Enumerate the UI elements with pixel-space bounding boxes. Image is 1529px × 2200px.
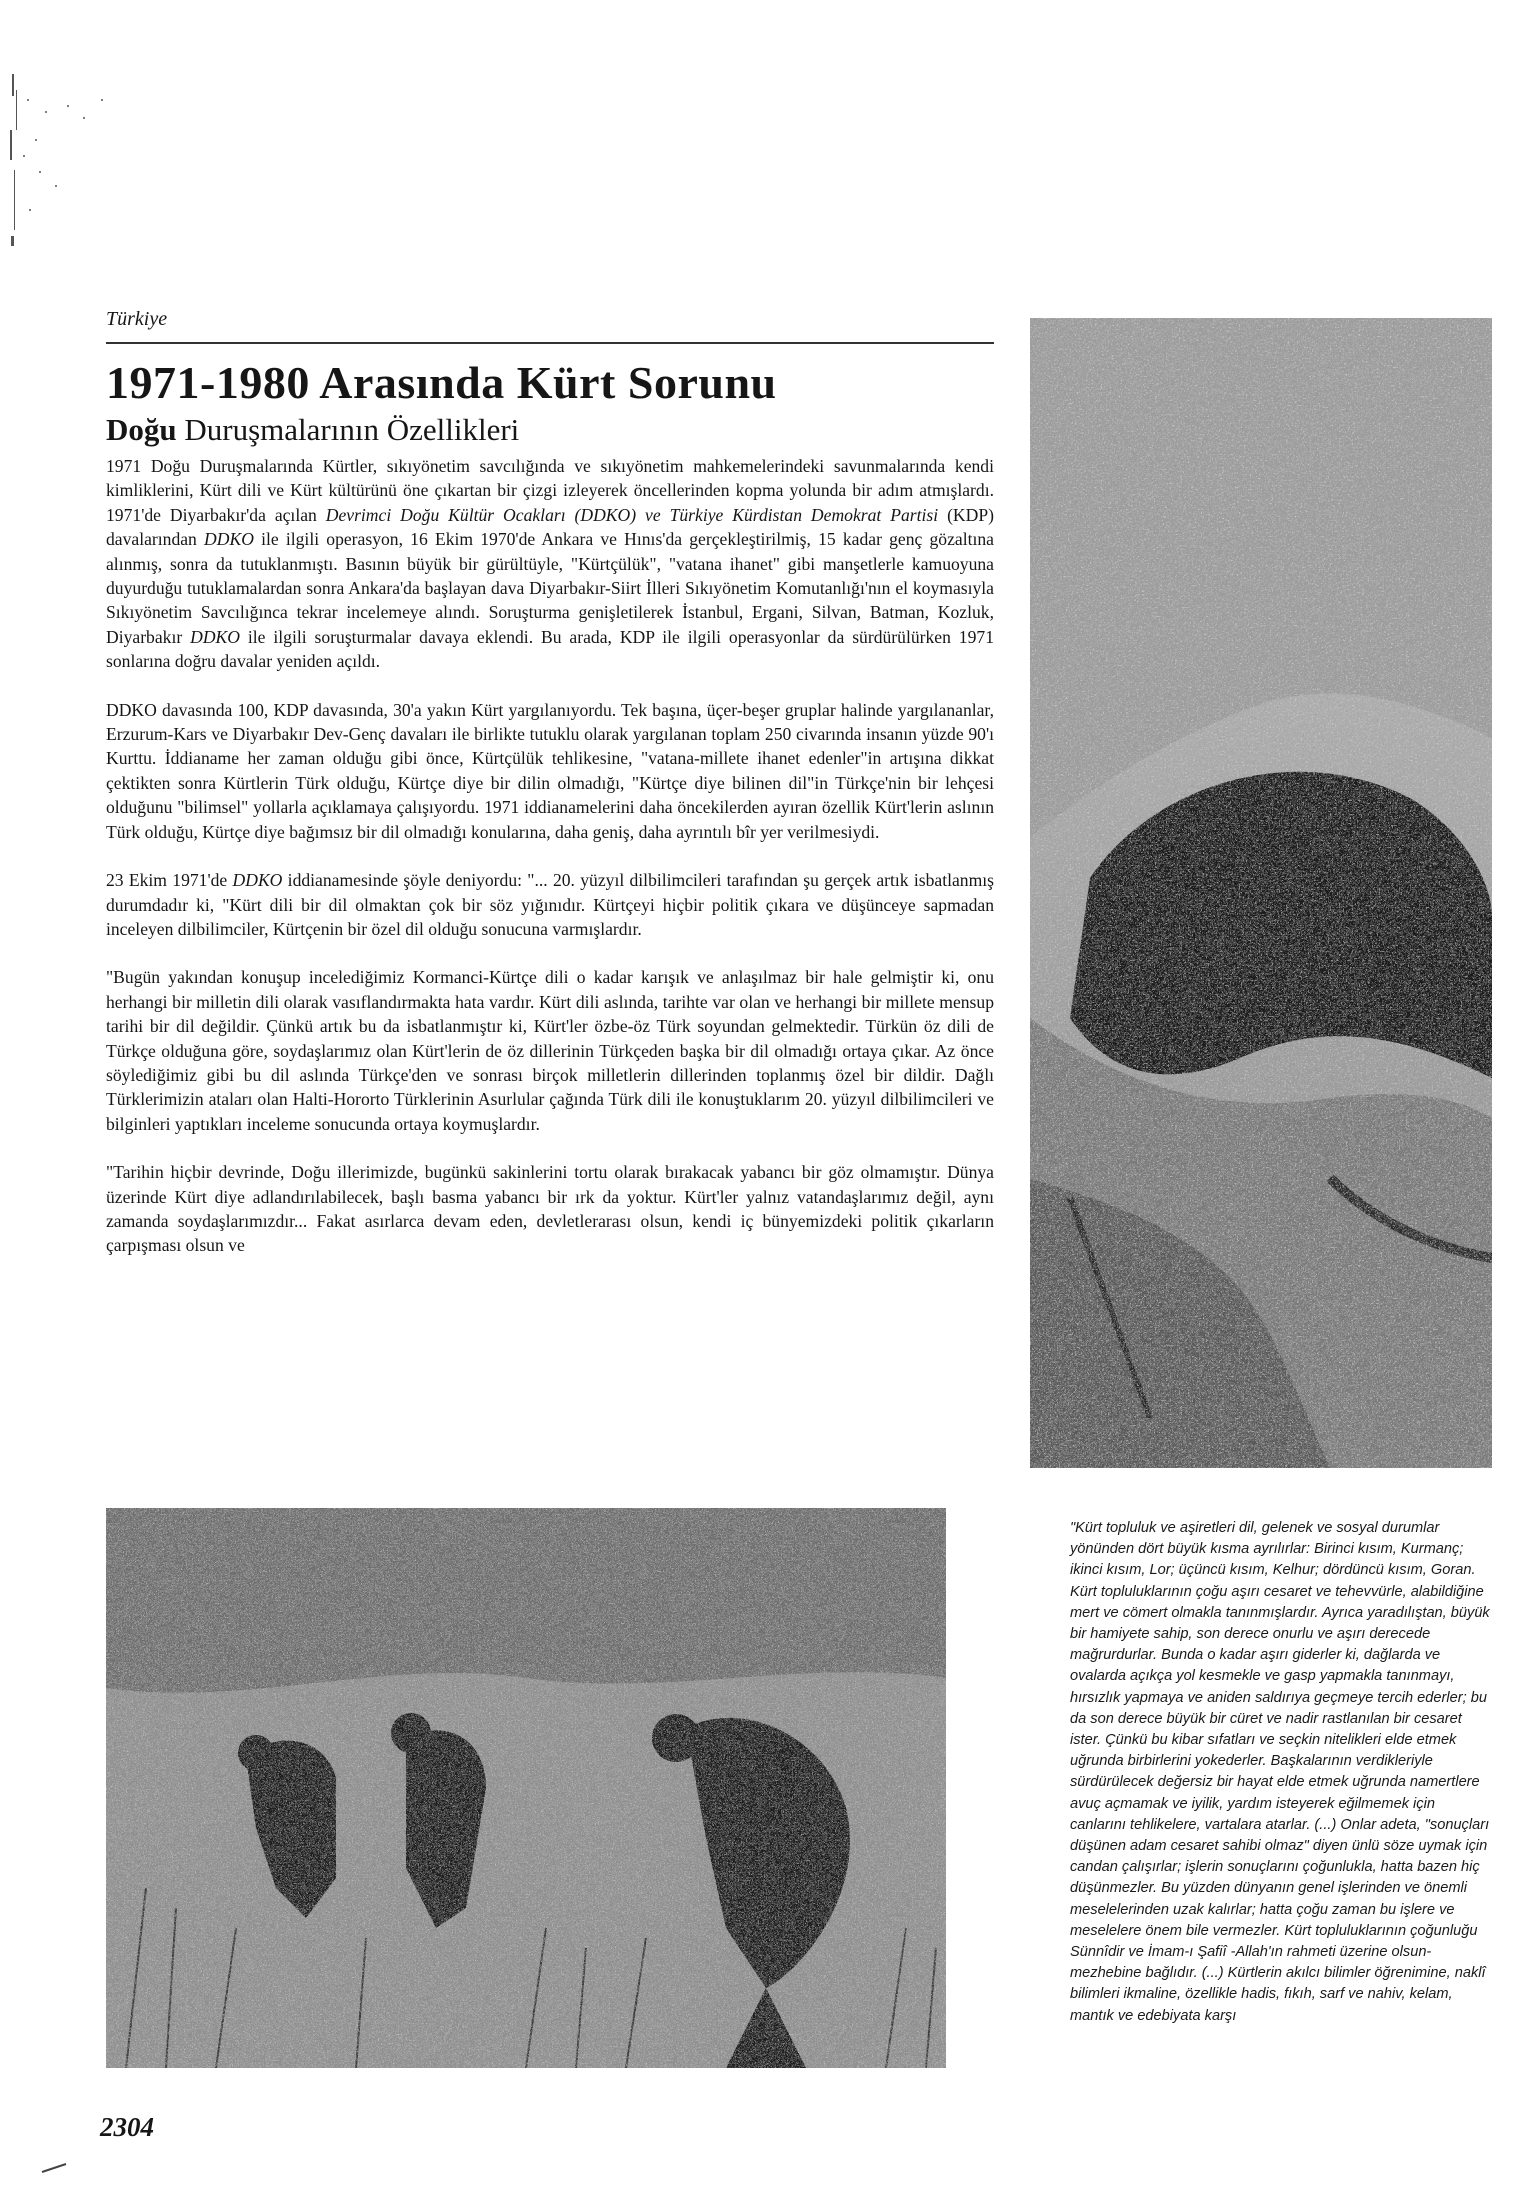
subtitle-bold: Doğu bbox=[106, 412, 177, 447]
p1-text-b: (KDP) davalarından bbox=[106, 504, 994, 550]
paragraph-2: DDKO davasında 100, KDP davasında, 30'a yakın Kürt yargılanıyordu. Tek başına, üçer-beşer gruplar halinde yargılananlar, Erzurum-Kars ve Diyarbakır Dev-Genç davaları ile birlikte tutuklu olarak yargılanan toplam 250 civarında insanın yüzde 90'ı Kurttu. İddianame her zaman olduğu gibi önce, Kürtçülük tehlikesine, "vatana-millete ihanet edenler"in artışına dikkat çektikten sonra Kürtlerin Türk olduğu, Kürtçe diye bir dilin olmadığı, "Kürtçe diye bilinen dil"in Türkçe'nin bir lehçesi olduğunu "bilimsel" yollarla açıklamaya çalışıyordu. 1971 iddianamelerini daha öncekilerden ayıran özellik Kürt'lerin aslının Türk olduğu, Kürtçe diye bağımsız bir dil olmadığı konularına, daha geniş, daha ayrıntılı bîr yer verilmesiydi. bbox=[106, 699, 994, 842]
paragraph-4: "Bugün yakından konuşup incelediğimiz Kormanci-Kürtçe dili o kadar karışık ve anlaşılmaz bir hale gelmiştir ki, onu herhangi bir milletin dili olarak vasıflandırmakta hata vardır. Kürt dili aslında, tarihte var olan ve herhangi bir millete mensup tarihi bir dil değildir. Çünkü artık bu da isbatlanmıştır ki, Kürt'ler özbe-öz Türk soyundan gelmektedir. Türkün öz dili de Türkçe olduğuna göre, soydaşlarımız olan Kürt'lerin de öz dillerinin Türkçeden başka bir dil olmadığı ortaya çıkar. Az önce söylediğimiz gibi bu dil aslında Türkçe'den ve sonrası birçok milletlerin dillerinden toplanmış özel bir dildir. Dağlı Türklerimizin ataları olan Halti-Hororto Türklerinin Asurlular çağında Türk dili ile konuştuklarım 20. yüzyıl dilbilimcileri ve bilginleri yaptıkları inceleme sonucunda ortaya koymuşlardır. bbox=[106, 967, 994, 1134]
p3-text-a: 23 Ekim 1971'de bbox=[106, 870, 233, 891]
p1-ddko-2: DDKO bbox=[190, 626, 240, 647]
paragraph-3 bbox=[106, 868, 994, 941]
harvest-photo bbox=[106, 1508, 946, 2068]
subtitle-rest: Duruşmalarının Özellikleri bbox=[176, 412, 520, 447]
p1-organization-names: Devrimci Doğu Kültür Ocakları (DDKO) ve Türkiye Kürdistan Demokrat Partisi bbox=[325, 504, 939, 525]
mountain-photo bbox=[1030, 318, 1492, 1468]
article-body bbox=[106, 454, 994, 1282]
article-title: 1971-1980 Arasında Kürt Sorunu bbox=[106, 357, 777, 408]
p1-text-a: 1971 Doğu Duruşmalarında Kürtler, sıkıyönetim savcılığında ve sıkıyönetim mahkemelerindeki savunmalarında kendi kimliklerini, Kürt dili ve Kürt kültürünü öne çıkartan bir çizgi izleyerek öncellerinden kopma yolunda bir adım atmışlardı. 1971'de Diyarbakır'da açılan bbox=[106, 456, 994, 525]
paragraph-1 bbox=[106, 454, 994, 674]
page-number: 2304 bbox=[100, 2112, 154, 2142]
p1-text-d: ile ilgili soruşturmalar davaya eklendi. Bu arada, KDP ile ilgili operasyonlar da sürdürülürken 1971 sonlarına doğru davalar yeniden açıldı. bbox=[106, 626, 994, 672]
p1-text-c: ile ilgili operasyon, 16 Ekim 1970'de Ankara ve Hınıs'da gerçekleştirilmiş, 15 kadar genç gözaltına alınmış, sonra da tutuklanmıştı. Basının büyük bir gürültüyle, "Kürtçülük", "vatana ihanet" gibi manşetlerle kamuoyuna duyurduğu tutuklamalardan sonra Ankara'da başlayan dava Diyarbakır-Siirt İlleri Sıkıyönetim Komutanlığı'nın el koymasıyla Sıkıyönetim Savcılığınca tekrar incelemeye alındı. Soruşturma genişletilerek İstanbul, Ergani, Silvan, Batman, Kozluk, Diyarbakır bbox=[106, 529, 994, 647]
paragraph-5: "Tarihin hiçbir devrinde, Doğu illerimizde, bugünkü sakinlerini tortu olarak bırakacak yabancı bir göz olmamıştır. Dünya üzerinde Kürt diye adlandırılabilecek, başlı basma yabancı bir ırk da yoktur. Kürt'ler yalnız vatandaşlarımız değil, aynı zamanda soydaşlarımızdır... Fakat asırlarca devam eden, devletlerarası olsun, kendi iç bünyemizdeki politik çıkarların çarpışması olsun ve bbox=[106, 1162, 994, 1256]
p3-ddko: DDKO bbox=[232, 870, 283, 891]
sidebar-quote-caption: "Kürt topluluk ve aşiretleri dil, gelenek ve sosyal durumlar yönünden dört büyük kısma ayrılırlar: Birinci kısım, Kurmanç; ikinci kısım, Lor; üçüncü kısım, Kelhur; dördüncü kısım, Goran. Kürt topluluklarının çoğu aşırı cesaret ve tehevvürle, alabildiğine mert ve cömert olmakla tanınmışlardır. Ayrıca yaradılıştan, büyük bir hamiyete sahip, son derece onurlu ve aşırı derecede mağrurdurlar. Bunda o kadar aşırı giderler ki, dağlarda ve ovalarda açıkça yol kesmekle ve gasp yapmakla tanınmayı, hırsızlık yapmaya ve aniden saldırıya geçmeye tercih ederler; bu da son derece büyük bir cüret ve nadir rastlanılan bir cesaret ister. Çünkü bu kibar sıfatları ve seçkin nitelikleri elde etmek uğrunda birbirlerini yokederler. Başkalarının verdikleriyle sürdürülecek değersiz bir hayat elde etmek uğrunda namertlere avuç açmamak ve iyilik, yardım isteyerek eğilmemek için canlarını tehlikelere, vartalara atarlar. (...) Onlar adeta, "sonuçları düşünen adam cesaret sahibi olmaz" diyen ünlü söze uymak için candan çalışırlar; işlerin sonuçlarını çoğunlukla, hatta bazen hiç düşünmezler. Bu yüzden dünyanın genel işlerinden ve önemli meselelerinden uzak kalırlar; hatta çoğu zaman bu işlere ve meselelere önem bile vermezler. Kürt topluluklarının çoğunluğu Sünnîdir ve İmam-ı Şafiî -Allah'ın rahmeti üzerine olsun- mezhebine bağlıdır. (...) Kürtlerin akılcı bilimler öğrenimine, naklî bilimleri ikmaline, özellikle hadis, fıkıh, sarf ve nahiv, kelam, mantık ve edebiyata karşı bbox=[1070, 1520, 1490, 2024]
p3-text-b: iddianamesinde şöyle deniyordu: "... 20. yüzyıl dilbilimcileri tarafından şu gerçek artık isbatlanmış durumdadır ki, "Kürt dili bir dil olmaktan çok bir söz yığınıdır. Kürtçeyi hiçbir politik çıkara ve düşünceye sapmadan inceleyen dilbilimciler, Kürtçenin bir özel dil olduğu sonucuna varmışlardır. bbox=[106, 870, 994, 939]
p1-ddko-1: DDKO bbox=[204, 529, 254, 550]
scan-mark bbox=[40, 2160, 70, 2176]
article-subtitle bbox=[106, 412, 519, 448]
section-label: Türkiye bbox=[106, 308, 168, 330]
header-rule bbox=[106, 342, 994, 344]
scan-speckle bbox=[6, 60, 156, 250]
